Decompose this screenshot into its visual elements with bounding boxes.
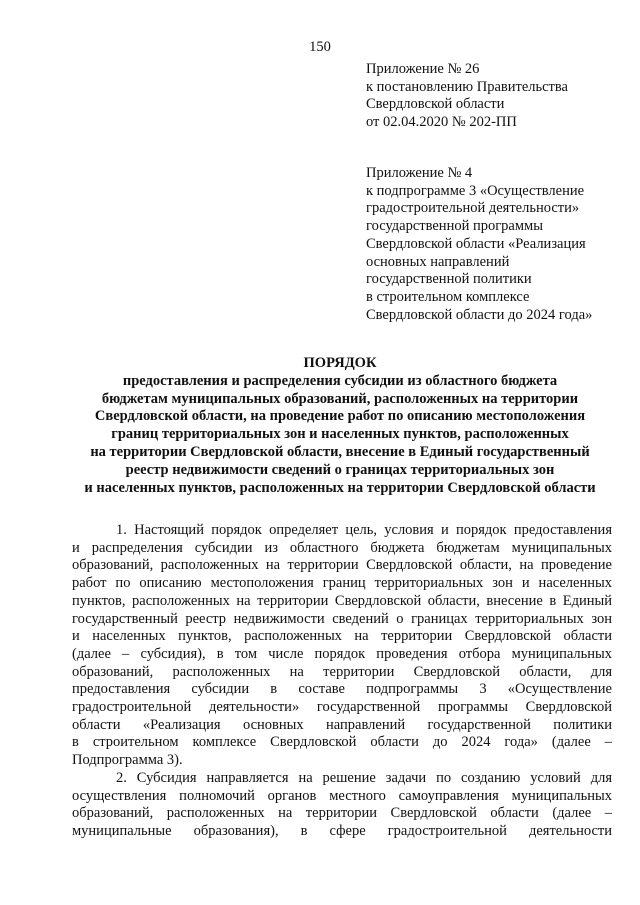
title-line: границ территориальных зон и населенных пунктов, расположенных	[111, 426, 569, 443]
annex-line: Приложение № 26	[366, 61, 480, 77]
text-line: пунктов, расположенных на территории Свердловской области, внесение в Единый	[72, 592, 612, 609]
annex-line: государственной программы	[366, 218, 543, 235]
title-line: на территории Свердловской области, внесение в Единый государственный	[90, 443, 590, 460]
text-line: осуществления полномочий органов местного самоуправления муниципальных	[72, 787, 612, 804]
text-line: градостроительной деятельности» государственной программы Свердловской	[72, 699, 612, 716]
annex-line: к постановлению Правительства	[366, 78, 568, 95]
title-line: предоставления и распределения субсидии из областного бюджета	[122, 372, 558, 389]
text-line: образований, расположенных на территории Свердловской области, на проведение	[72, 557, 612, 574]
annex-line: государственной политики	[366, 271, 532, 288]
annex-header-26	[366, 61, 628, 132]
text-line: области «Реализация основных направлений государственной политики	[72, 716, 612, 733]
annex-line: Свердловской области до 2024 года»	[366, 306, 593, 323]
text-line: образований, расположенных на территории Свердловской области, для	[72, 663, 612, 680]
annex-line: основных направлений	[366, 253, 510, 270]
text-line: 2. Субсидия направляется на решение задачи по созданию условий для	[116, 769, 612, 786]
document-title	[60, 355, 620, 497]
title-line: и населенных пунктов, расположенных на территории Свердловской области	[84, 479, 596, 496]
text-line: 1. Настоящий порядок определяет цель, условия и порядок предоставления	[116, 522, 612, 538]
paragraph-2	[72, 770, 612, 841]
annex-line: градостроительной деятельности»	[366, 200, 580, 217]
text-line: Подпрограмма 3).	[72, 752, 183, 769]
annex-line: Свердловской области «Реализация	[366, 235, 586, 252]
text-line: предоставления субсидии в составе подпрограммы 3 «Осуществление	[72, 681, 612, 698]
text-line: (далее – субсидия), в том числе порядок проведения отбора муниципальных	[72, 645, 612, 662]
text-line: и населенных пунктов, расположенных на территории Свердловской области	[72, 628, 612, 645]
text-line: и распределения субсидии из областного бюджета бюджетам муниципальных	[72, 539, 612, 556]
document-body	[72, 522, 612, 841]
text-line: работ по описанию местоположения границ территориальных зон и населенных	[72, 575, 612, 592]
annex-line: Свердловской области	[366, 96, 505, 113]
title-line: Свердловской области, на проведение работ по описанию местоположения	[94, 408, 586, 425]
page-number: 150	[309, 39, 331, 55]
text-line: государственный реестр недвижимости сведений о границах территориальных зон	[72, 610, 612, 627]
title-line: бюджетам муниципальных образований, расположенных на территории	[101, 390, 579, 407]
annex-line: в строительном комплексе	[366, 288, 530, 305]
annex-line: от 02.04.2020 № 202-ПП	[366, 114, 517, 131]
annex-line: к подпрограмме 3 «Осуществление	[366, 182, 585, 199]
paragraph-1	[72, 522, 612, 770]
annex-header-4	[366, 165, 628, 324]
text-line: муниципальные образования), в сфере градостроительной деятельности	[72, 822, 612, 839]
annex-line: Приложение № 4	[366, 165, 473, 181]
text-line: в строительном комплексе Свердловской области до 2024 года» (далее –	[72, 734, 612, 751]
title-line: реестр недвижимости сведений о границах территориальных зон	[125, 461, 555, 478]
text-line: образований, расположенных на территории Свердловской области (далее –	[72, 805, 612, 822]
title-heading: ПОРЯДОК	[303, 355, 377, 371]
